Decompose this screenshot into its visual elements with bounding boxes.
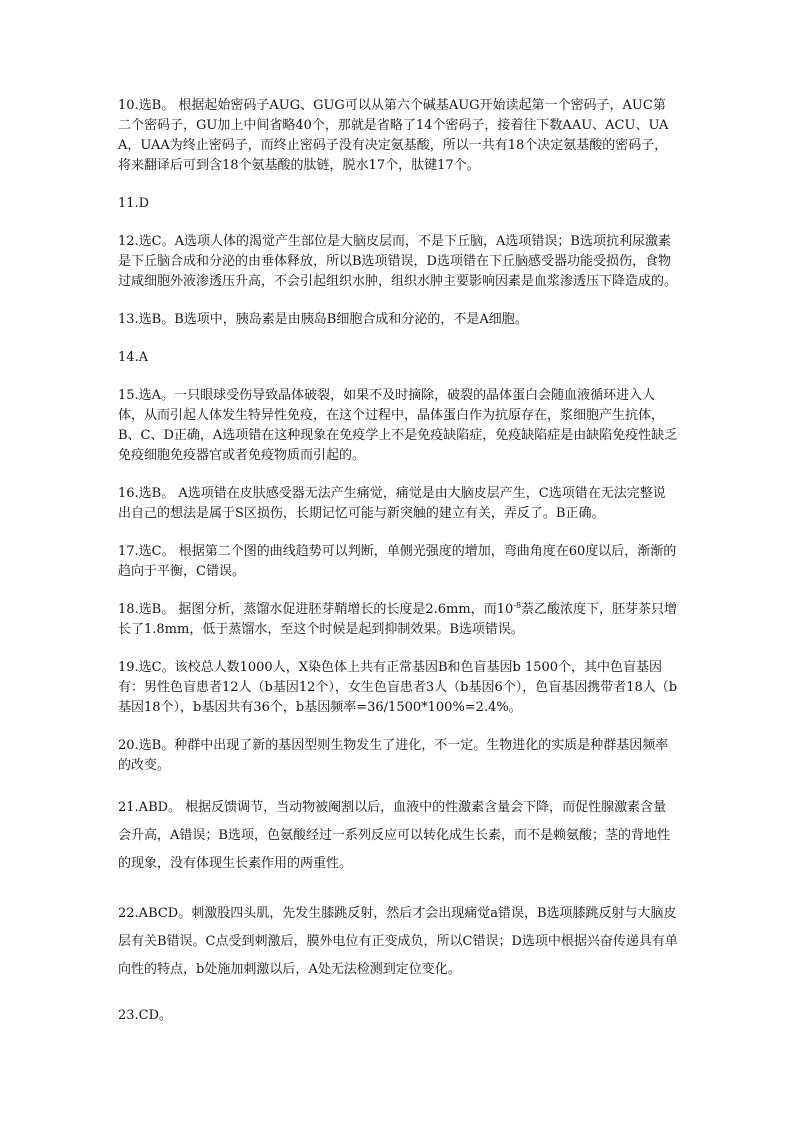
- answer-21: 21.ABD。 根据反馈调节，当动物被阉割以后，血液中的性激素含量会下降，而促性腺激素含量会升高，A错误；B选项，色氨酸经过一系列反应可以转化成生长素，而不是赖氨酸；茎的背地性的现象，没有体现生长素作用的两重性。: [118, 800, 670, 871]
- answer-18-exponent: -8: [513, 601, 522, 610]
- answer-20: 20.选B。种群中出现了新的基因型则生物发生了进化，不一定。生物进化的实质是种群基因频率的改变。: [118, 738, 669, 773]
- answer-10: 10.选B。 根据起始密码子AUG、GUG可以从第六个碱基AUG开始读起第一个密码子，AUC第二个密码子，GU加上中间省略40个，那就是省略了14个密码子，接着往下数AAU、ACU、UAA，UAA为终止密码子，而终止密码子没有决定氨基酸，所以一共有18个决定氨基酸的密码子，将来翻译后可到含18个氨基酸的肽链，脱水17个，肽键17个。: [118, 98, 669, 173]
- answer-18-text-start: 18.选B。 据图分析，蒸馏水促进胚芽鞘增长的长度是2.6mm，而10: [118, 602, 514, 617]
- answer-17: 17.选C。 根据第二个图的曲线趋势可以判断，单侧光强度的增加，弯曲角度在60度以后，渐渐的趋向于平衡，C错误。: [118, 544, 677, 579]
- answer-13: 13.选B。B选项中，胰岛素是由胰岛B细胞合成和分泌的，不是A细胞。: [118, 312, 528, 327]
- answer-23: 23.CD。: [118, 1008, 173, 1023]
- answer-18-text-end: 萘乙酸浓度下，胚芽茶只增长了1.8mm，低于蒸馏水，至这个时候是起到抑制效果。B选项错误。: [118, 602, 678, 637]
- answer-11: 11.D: [118, 196, 150, 211]
- answer-document: [118, 96, 678, 1044]
- answer-18: [118, 600, 678, 640]
- answer-12: 12.选C。A选项人体的渴觉产生部位是大脑皮层而，不是下丘脑，A选项错误；B选项抗利尿激素是下丘脑合成和分泌的由垂体释放，所以B选项错误，D选项错在下丘脑感受器功能受损伤，食物过咸细胞外液渗透压升高，不会引起组织水肿，组织水肿主要影响因素是血浆渗透压下降造成的。: [118, 234, 678, 289]
- answer-19: 19.选C。该校总人数1000人，X染色体上共有正常基因B和色盲基因b 1500个，其中色盲基因有：男性色盲患者12人（b基因12个），女生色盲患者3人（b基因6个），色盲基因携带者18人（b基因18个），b基因共有36个，b基因频率=36/1500*100%=2.4%。: [118, 660, 678, 715]
- answer-16: 16.选B。 A选项错在皮肤感受器无法产生痛觉，痛觉是由大脑皮层产生，C选项错在无法完整说出自己的想法是属于S区损伤，长期记忆可能与新突触的建立有关，弄反了。B正确。: [118, 486, 666, 521]
- answer-15: 15.选A。一只眼球受伤导致晶体破裂，如果不及时摘除，破裂的晶体蛋白会随血液循环进入人体，从而引起人体发生特异性免疫，在这个过程中，晶体蛋白作为抗原存在，浆细胞产生抗体，B、C、D正确，A选项错在这种现象在免疫学上不是免疫缺陷症，免疫缺陷症是由缺陷免疫性缺乏免疫细胞免疫器官或者免疫物质而引起的。: [118, 388, 678, 463]
- answer-22: 22.ABCD。刺激股四头肌，先发生膝跳反射，然后才会出现痛觉a错误，B选项膝跳反射与大脑皮层有关B错误。C点受到刺激后，膜外电位有正变成负，所以C错误；D选项中根据兴奋传递具有单向性的特点，b处施加刺激以后，A处无法检测到定位变化。: [118, 906, 678, 977]
- answer-14: 14.A: [118, 350, 149, 365]
